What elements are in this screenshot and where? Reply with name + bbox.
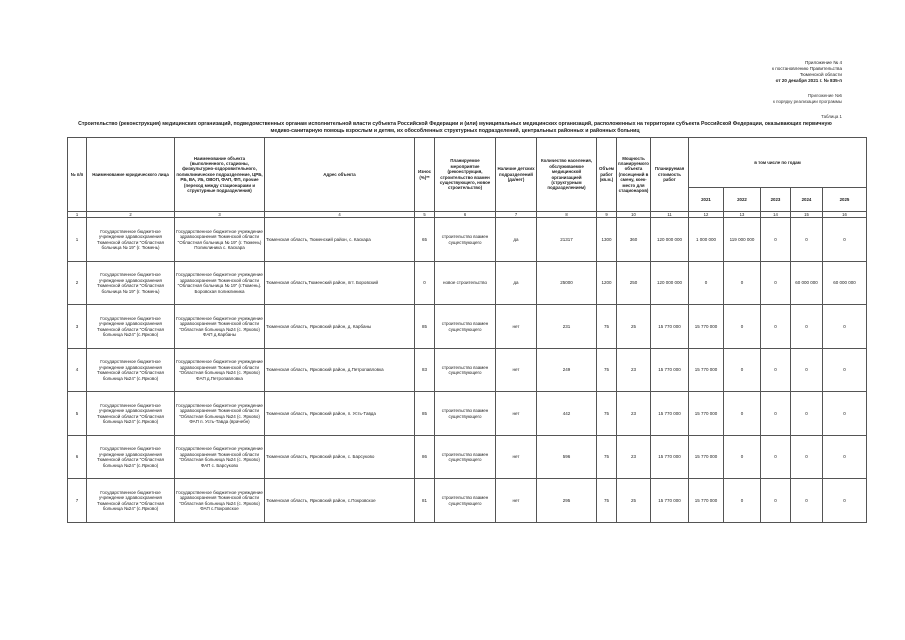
column-number: 10 xyxy=(617,212,651,218)
header-year-2023: 2023 xyxy=(761,188,791,212)
cell-2021: 1 000 000 xyxy=(689,218,724,262)
cell-cost: 15 770 000 xyxy=(651,479,689,523)
cell-object-name: Государственное бюджетное учреждение здравоохранения Тюменской области "Областная больница №24 (с. Ярково) ФАП с.Покровское xyxy=(175,479,265,523)
cell-population: 295 xyxy=(537,479,597,523)
cell-2023: 0 xyxy=(761,392,791,436)
header-year-2025: 2025 xyxy=(823,188,867,212)
cell-2021: 15 770 000 xyxy=(689,305,724,349)
editorial-line: к порядку реализации программы xyxy=(772,98,842,104)
cell-2023: 0 xyxy=(761,479,791,523)
cell-2024: 0 xyxy=(791,435,823,479)
cell-address: Тюменская область,Тюменский район, пгт. Боровский xyxy=(265,261,415,305)
column-number: 6 xyxy=(435,212,496,218)
column-number: 2 xyxy=(87,212,175,218)
cell-population: 596 xyxy=(537,435,597,479)
cell-2023: 0 xyxy=(761,348,791,392)
cell-cost: 120 000 000 xyxy=(651,261,689,305)
cell-2022: 0 xyxy=(724,479,761,523)
cell-area: 75 xyxy=(597,348,617,392)
cell-population: 442 xyxy=(537,392,597,436)
column-number: 15 xyxy=(791,212,823,218)
cell-num: 4 xyxy=(68,348,87,392)
cell-2024: 0 xyxy=(791,305,823,349)
cell-2024: 0 xyxy=(791,218,823,262)
cell-wear: 85 xyxy=(415,392,435,436)
cell-num: 2 xyxy=(68,261,87,305)
header-by-year: в том числе по годам xyxy=(689,138,867,188)
cell-2025: 0 xyxy=(823,218,867,262)
column-number: 12 xyxy=(689,212,724,218)
appendix-line: к постановлению Правительства xyxy=(771,66,842,71)
table-row xyxy=(68,305,867,349)
cell-measure: строительство взамен существующего xyxy=(435,218,496,262)
header-num: № п/п xyxy=(68,138,87,212)
cell-children: нет xyxy=(496,305,537,349)
cell-legal-entity: Государственное бюджетное учреждение здравоохранения Тюменской области "Областная больница №24" (с.Ярково) xyxy=(87,479,175,523)
table-row xyxy=(68,435,867,479)
cell-2022: 0 xyxy=(724,261,761,305)
cell-2024: 0 xyxy=(791,479,823,523)
cell-children: нет xyxy=(496,435,537,479)
cell-population: 249 xyxy=(537,348,597,392)
cell-capacity: 23 xyxy=(617,435,651,479)
cell-measure: строительство взамен существующего xyxy=(435,435,496,479)
column-number: 13 xyxy=(724,212,761,218)
cell-2025: 0 xyxy=(823,305,867,349)
cell-address: Тюменская область, Ярковский район, д.Петропавловка xyxy=(265,348,415,392)
cell-measure: строительство взамен существующего xyxy=(435,392,496,436)
cell-object-name: Государственное бюджетное учреждение здравоохранения Тюменской области "Областная больница №24 (с. Ярково) ФАП д.Карбаны xyxy=(175,305,265,349)
cell-2025: 0 xyxy=(823,479,867,523)
header-legal-entity: Наименование юридического лица xyxy=(87,138,175,212)
appendix-line: Приложение № 4 xyxy=(805,60,842,65)
cell-address: Тюменская область, Ярковский район, с.Покровское xyxy=(265,479,415,523)
header-children: Наличие детских подразделений (да/нет) xyxy=(496,138,537,212)
cell-2023: 0 xyxy=(761,261,791,305)
cell-address: Тюменская область, Тюменский район, с. Каскара xyxy=(265,218,415,262)
column-number: 8 xyxy=(537,212,597,218)
header-year-2021: 2021 xyxy=(689,188,724,212)
cell-children: да xyxy=(496,261,537,305)
cell-2025: 0 xyxy=(823,435,867,479)
cell-cost: 15 770 000 xyxy=(651,348,689,392)
cell-2021: 15 770 000 xyxy=(689,348,724,392)
cell-object-name: Государственное бюджетное учреждение здравоохранения Тюменской области "Областная больница №24 (с. Ярково) ФАП д.Петропавловка xyxy=(175,348,265,392)
cell-wear: 85 xyxy=(415,305,435,349)
cell-children: нет xyxy=(496,348,537,392)
table-row xyxy=(68,261,867,305)
header-area: Объем работ (кв.м.) xyxy=(597,138,617,212)
editorial-note xyxy=(773,93,842,104)
cell-legal-entity: Государственное бюджетное учреждение здравоохранения Тюменской области "Областная больница №24" (с.Ярково) xyxy=(87,435,175,479)
cell-num: 7 xyxy=(68,479,87,523)
cell-address: Тюменская область, Ярковский район, д. Карбаны xyxy=(265,305,415,349)
cell-cost: 15 770 000 xyxy=(651,435,689,479)
cell-area: 1300 xyxy=(597,218,617,262)
cell-2022: 119 000 000 xyxy=(724,218,761,262)
cell-2025: 60 000 000 xyxy=(823,261,867,305)
cell-legal-entity: Государственное бюджетное учреждение здравоохранения Тюменской области "Областная больница № 19" (г. Тюмень) xyxy=(87,261,175,305)
cell-2021: 15 770 000 xyxy=(689,435,724,479)
column-number: 16 xyxy=(823,212,867,218)
cell-legal-entity: Государственное бюджетное учреждение здравоохранения Тюменской области "Областная больница №24" (с.Ярково) xyxy=(87,348,175,392)
cell-num: 1 xyxy=(68,218,87,262)
cell-area: 1200 xyxy=(597,261,617,305)
cell-capacity: 360 xyxy=(617,218,651,262)
appendix-date-line: от 20 декабря 2021 г. № 835-п xyxy=(775,78,842,83)
cell-capacity: 23 xyxy=(617,348,651,392)
header-year-2022: 2022 xyxy=(724,188,761,212)
cell-2022: 0 xyxy=(724,305,761,349)
cell-wear: 81 xyxy=(415,479,435,523)
column-number: 5 xyxy=(415,212,435,218)
cell-num: 3 xyxy=(68,305,87,349)
cell-area: 75 xyxy=(597,305,617,349)
cell-address: Тюменская область, Ярковский район, п. Усть-Тавда xyxy=(265,392,415,436)
column-number: 9 xyxy=(597,212,617,218)
cell-children: нет xyxy=(496,392,537,436)
cell-2022: 0 xyxy=(724,348,761,392)
cell-2025: 0 xyxy=(823,392,867,436)
cell-area: 75 xyxy=(597,479,617,523)
column-number: 11 xyxy=(651,212,689,218)
cell-population: 21317 xyxy=(537,218,597,262)
column-number: 7 xyxy=(496,212,537,218)
cell-capacity: 25 xyxy=(617,479,651,523)
header-year-2024: 2024 xyxy=(791,188,823,212)
cell-cost: 15 770 000 xyxy=(651,305,689,349)
cell-capacity: 250 xyxy=(617,261,651,305)
cell-object-name: Государственное бюджетное учреждение здравоохранения Тюменской области "Областная больница № 19" (г.Тюмень). Боровская поликлиника xyxy=(175,261,265,305)
table-row xyxy=(68,392,867,436)
cell-population: 231 xyxy=(537,305,597,349)
cell-wear: 0 xyxy=(415,261,435,305)
header-planned-measure: Планируемое мероприятие (реконструкция, строительство взамен существующего, новое строительство) xyxy=(435,138,496,212)
cell-measure: строительство взамен существующего xyxy=(435,305,496,349)
header-capacity: Мощность планируемого объекта (посещений в смену, коек-место для стационаров) xyxy=(617,138,651,212)
editorial-line: Приложение №6 xyxy=(807,93,842,98)
table-row xyxy=(68,218,867,262)
cell-2022: 0 xyxy=(724,435,761,479)
cell-measure: строительство взамен существующего xyxy=(435,348,496,392)
header-row xyxy=(68,138,867,188)
cell-area: 75 xyxy=(597,392,617,436)
document-title: Строительство (реконструкция) медицинских организаций, подведомственных органам исполнительной власти субъекта Российской Федерации и (или) муниципальных медицинских организаций, расположенных на территории субъекта Российской Федерации, оказывающих первичную медико-санитарную помощь взрослым и детям, их обособленных структурных подразделений, центральных районных и районных больниц xyxy=(78,121,832,134)
cell-2024: 0 xyxy=(791,392,823,436)
cell-object-name: Государственное бюджетное учреждение здравоохранения Тюменской области "Областная больница № 19" (г. Тюмень) Поликлиника с. Каскара xyxy=(175,218,265,262)
table-number: Таблица 1 xyxy=(821,114,842,119)
cell-cost: 15 770 000 xyxy=(651,392,689,436)
cell-measure: новое строительство xyxy=(435,261,496,305)
cell-wear: 65 xyxy=(415,218,435,262)
cell-2023: 0 xyxy=(761,435,791,479)
table-row xyxy=(68,479,867,523)
cell-legal-entity: Государственное бюджетное учреждение здравоохранения Тюменской области "Областная больница №24" (с.Ярково) xyxy=(87,305,175,349)
header-population: Количество населения, обслуживаемое медицинской организацией (структурным подразделением) xyxy=(537,138,597,212)
cell-population: 25000 xyxy=(537,261,597,305)
construction-table xyxy=(67,137,867,523)
cell-wear: 86 xyxy=(415,435,435,479)
cell-object-name: Государственное бюджетное учреждение здравоохранения Тюменской области "Областная больница №24 (с. Ярково) ФАП п. Усть-Тавда (врачебн) xyxy=(175,392,265,436)
cell-2021: 0 xyxy=(689,261,724,305)
cell-area: 75 xyxy=(597,435,617,479)
cell-legal-entity: Государственное бюджетное учреждение здравоохранения Тюменской области "Областная больница №24" (с.Ярково) xyxy=(87,392,175,436)
cell-object-name: Государственное бюджетное учреждение здравоохранения Тюменской области "Областная больница №24 (с. Ярково) ФАП с. Барсуково xyxy=(175,435,265,479)
column-number: 14 xyxy=(761,212,791,218)
column-number: 1 xyxy=(68,212,87,218)
cell-capacity: 25 xyxy=(617,305,651,349)
table-row xyxy=(68,348,867,392)
header-object-name: Наименование объекта (выполненного, стадионы, физкультурно-оздоровительного, поликлиническое подразделение, ЦРБ, РБ, ВА, УБ, ОВОП, ФАП, ФП, прочие (переход между стационарами и структурные подразделения) xyxy=(175,138,265,212)
header-cost: Планируемая стоимость работ xyxy=(651,138,689,212)
cell-children: да xyxy=(496,218,537,262)
cell-2023: 0 xyxy=(761,218,791,262)
cell-2024: 0 xyxy=(791,348,823,392)
cell-2023: 0 xyxy=(761,305,791,349)
header-address: Адрес объекта xyxy=(265,138,415,212)
cell-2025: 0 xyxy=(823,348,867,392)
cell-capacity: 23 xyxy=(617,392,651,436)
cell-2021: 15 770 000 xyxy=(689,392,724,436)
cell-wear: 83 xyxy=(415,348,435,392)
cell-2024: 60 000 000 xyxy=(791,261,823,305)
column-number: 4 xyxy=(265,212,415,218)
cell-cost: 120 000 000 xyxy=(651,218,689,262)
cell-measure: строительство взамен существующего xyxy=(435,479,496,523)
appendix-reference xyxy=(642,60,842,84)
column-number: 3 xyxy=(175,212,265,218)
cell-num: 5 xyxy=(68,392,87,436)
cell-legal-entity: Государственное бюджетное учреждение здравоохранения Тюменской области "Областная больница № 19" (г. Тюмень) xyxy=(87,218,175,262)
cell-2022: 0 xyxy=(724,392,761,436)
cell-2021: 15 770 000 xyxy=(689,479,724,523)
header-wear: Износ (%)** xyxy=(415,138,435,212)
cell-num: 6 xyxy=(68,435,87,479)
cell-address: Тюменская область, Ярковский район, с. Барсуково xyxy=(265,435,415,479)
cell-children: нет xyxy=(496,479,537,523)
appendix-line: Тюменской области xyxy=(799,72,842,77)
